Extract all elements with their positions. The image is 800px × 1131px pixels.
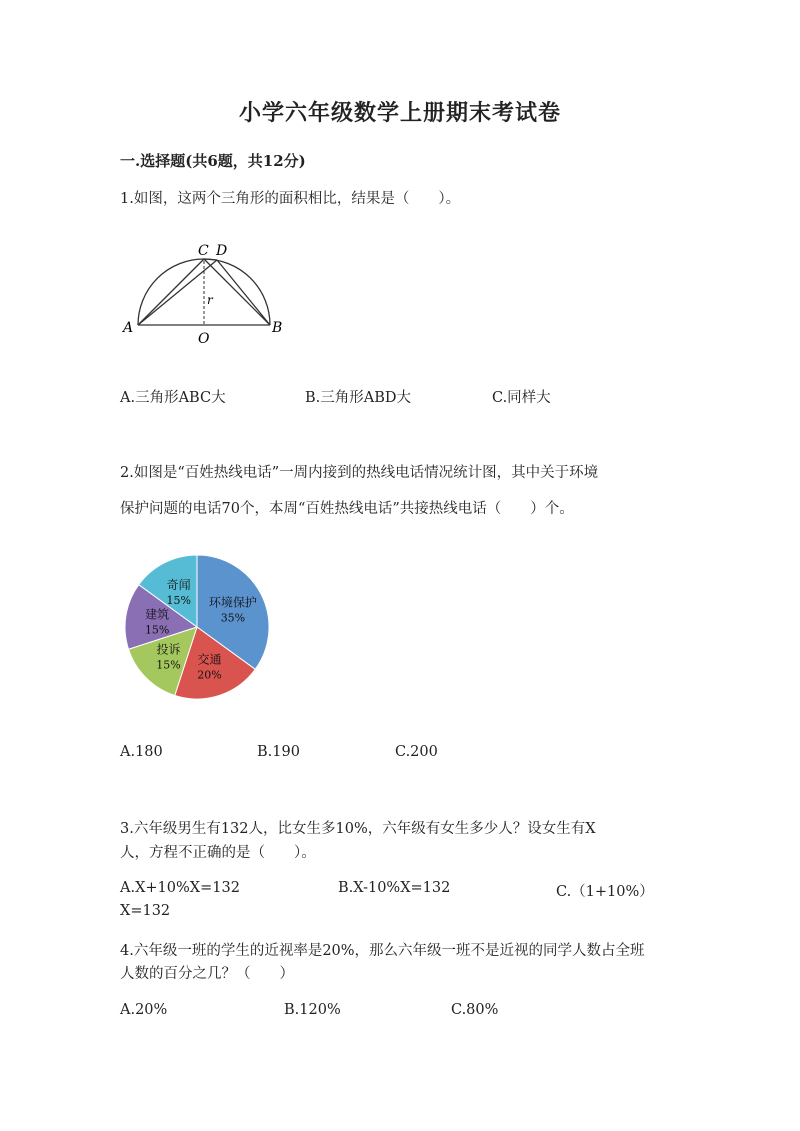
q1-option-c[interactable]: C.同样大 (492, 390, 551, 406)
pie-percent-label-2: 15% (156, 658, 181, 672)
label-r: r (207, 293, 213, 307)
label-a: A (123, 320, 134, 336)
q3-option-c-continued: X=132 (120, 903, 171, 919)
pie-percent-label-0: 35% (220, 611, 246, 625)
label-b: B (272, 320, 283, 336)
q1-option-a[interactable]: A.三角形ABC大 (120, 390, 226, 406)
question-4-line-1: 4.六年级一班的学生的近视率是20%，那么六年级一班不是近视的同学人数占全班 (120, 943, 645, 959)
q2-option-b[interactable]: B.190 (257, 744, 300, 760)
segment-ad (138, 260, 217, 325)
q2-option-a[interactable]: A.180 (120, 744, 163, 760)
pie-category-label-2: 投诉 (156, 642, 181, 657)
pie-percent-label-3: 15% (144, 623, 170, 637)
q4-option-b[interactable]: B.120% (284, 1002, 341, 1018)
question-2-line-1: 2.如图是“百姓热线电话”一周内接到的热线电话情况统计图，其中关于环境 (120, 465, 599, 481)
label-o: O (198, 331, 210, 347)
semicircle-figure (118, 240, 298, 350)
question-4-line-2: 人数的百分之几？（ ） (120, 966, 294, 982)
question-1-text: 1.如图，这两个三角形的面积相比，结果是（ ）。 (120, 191, 461, 207)
label-d: D (216, 243, 228, 259)
q1-option-b[interactable]: B.三角形ABD大 (305, 390, 412, 406)
question-3-line-2: 人，方程不正确的是（ ）。 (120, 845, 316, 861)
pie-category-label-4: 奇闻 (166, 578, 191, 593)
q4-option-a[interactable]: A.20% (120, 1002, 168, 1018)
pie-category-label-0: 环境保护 (208, 595, 257, 610)
label-c: C (198, 243, 209, 259)
q4-option-c[interactable]: C.80% (451, 1002, 499, 1018)
segment-ac (138, 259, 204, 325)
pie-category-label-1: 交通 (197, 652, 222, 667)
q3-option-b[interactable]: B.X-10%X=132 (338, 880, 451, 896)
question-3-line-1: 3.六年级男生有132人，比女生多10%，六年级有女生多少人？设女生有X (120, 821, 596, 837)
q2-option-c[interactable]: C.200 (395, 744, 438, 760)
page-title: 小学六年级数学上册期末考试卷 (238, 100, 561, 126)
pie-chart (118, 550, 278, 706)
segment-cb (204, 259, 270, 325)
segment-cd (204, 259, 217, 260)
pie-category-label-3: 建筑 (145, 607, 170, 622)
section-heading: 一.选择题(共6题，共12分) (120, 152, 306, 170)
pie-percent-label-4: 15% (166, 594, 191, 608)
q3-option-a[interactable]: A.X+10%X=132 (120, 880, 240, 896)
question-2-line-2: 保护问题的电话70个，本周“百姓热线电话”共接热线电话（ ）个。 (120, 501, 574, 517)
q3-option-c[interactable]: C.（1+10%） (556, 884, 654, 900)
pie-percent-label-1: 20% (197, 668, 222, 682)
